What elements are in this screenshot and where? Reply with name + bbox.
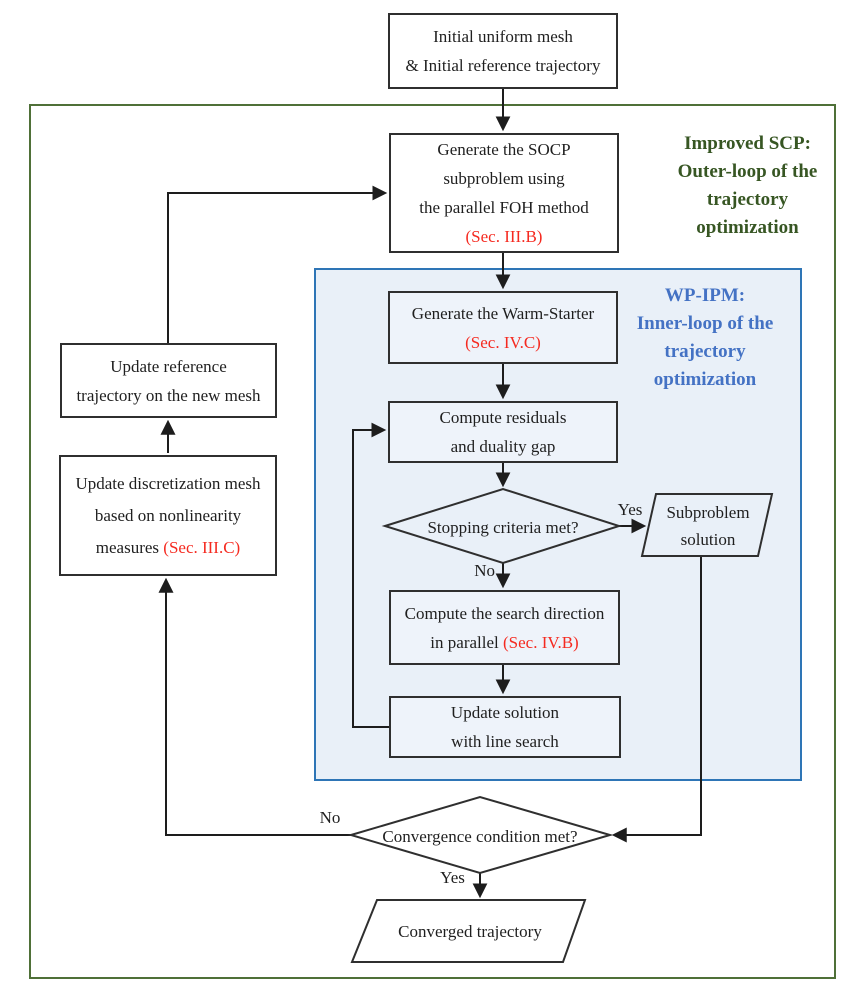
section-ref: (Sec. III.C) (163, 537, 241, 557)
node-update-solution (389, 696, 621, 758)
node-text-line: trajectory on the new mesh (76, 385, 261, 405)
inner-loop-region-label: WP-IPM: Inner-loop of the trajectory optimization (636, 285, 774, 390)
node-text-line: the parallel FOH method (419, 198, 589, 217)
node-compute-search-direction (389, 590, 620, 665)
node-text-line: Generate the SOCP (437, 140, 571, 159)
node-compute-residuals (388, 401, 618, 463)
outer-loop-region-label: Improved SCP: Outer-loop of the trajectory optimization (677, 133, 818, 238)
stopping-no-label: No (474, 561, 495, 580)
node-text-line: and duality gap (450, 437, 556, 456)
stopping-decision-text: Stopping criteria met? (427, 518, 579, 537)
node-initial-mesh (388, 13, 618, 89)
node-text-line: Initial uniform mesh (433, 27, 573, 46)
node-update-reference-trajectory (60, 343, 277, 418)
edge-convergence-no-to-updatemesh (166, 580, 351, 835)
edge-updatereference-to-socp (168, 193, 385, 343)
convergence-decision-text: Convergence condition met? (382, 827, 578, 846)
converged-trajectory-text: Converged trajectory (398, 922, 542, 941)
subproblem-solution-text: Subproblem solution (666, 503, 750, 549)
node-update-discretization-mesh (59, 455, 277, 576)
node-generate-warm-starter (388, 291, 618, 364)
node-text-line: Generate the Warm-Starter (411, 303, 595, 323)
convergence-no-label: No (319, 808, 341, 827)
node-generate-socp (389, 133, 619, 253)
node-text-line: with line search (451, 732, 559, 751)
node-text-line: Compute residuals (439, 408, 567, 427)
edge-subproblem-to-convergence (614, 557, 701, 835)
node-text-line: measures (Sec. III.C) (95, 537, 241, 557)
node-text-line: Update discretization mesh (75, 473, 261, 493)
section-ref: (Sec. IV.B) (503, 632, 579, 652)
node-text-line: Update solution (450, 703, 560, 722)
node-text-line: based on nonlinearity (94, 505, 242, 525)
section-ref: (Sec. III.B) (465, 227, 543, 246)
node-text-line: Update reference (110, 356, 227, 376)
edge-updatesolution-loopback-to-residuals (353, 430, 389, 727)
convergence-yes-label: Yes (440, 868, 465, 887)
node-text-line: Compute the search direction (404, 603, 605, 623)
stopping-yes-label: Yes (617, 500, 643, 519)
node-text-line: & Initial reference trajectory (405, 56, 601, 75)
node-text-line: subproblem using (443, 169, 565, 188)
node-text-line: in parallel (Sec. IV.B) (430, 632, 579, 652)
section-ref: (Sec. IV.C) (465, 332, 541, 352)
